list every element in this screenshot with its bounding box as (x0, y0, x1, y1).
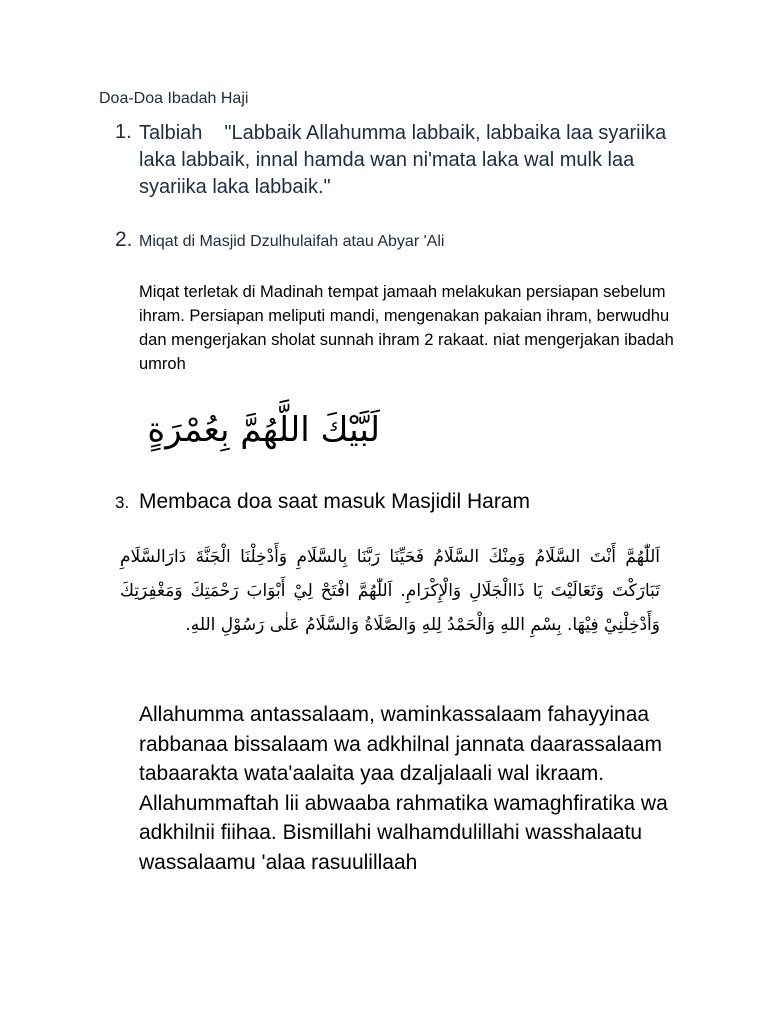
list-number-3: 3. (115, 493, 130, 512)
arabic-doa-text: اَللّٰهُمَّ أَنْتَ السَّلَامُ وَمِنْكَ السَّلَامُ فَحَيِّنَا رَبَّنَا بِالسَّلَامِ وَأَدْخِلْنَا الْجَنَّةَ دَارَالسَّلَامِ تَبَارَكْتَ وَتَعَالَيْتَ يَا ذَاالْجَلَالِ وَالْإِكْرَامِ. اَللّٰهُمَّ افْتَحْ لِيْ أَبْوَابَ رَحْمَتِكَ وَمَغْفِرَتِكَ وَأَدْخِلْنِيْ فِيْهَا. بِسْمِ اللهِ وَالْحَمْدُ لِلهِ وَالصَّلَاةُ وَالسَّلَامُ عَلٰى رَسُوْلِ اللهِ. (120, 547, 660, 635)
latin-doa-text: Allahumma antassalaam, waminkassalaam fahayyinaa rabbanaa bissalaam wa adkhilnal jannata daarassalaam tabaarakta wata'aalaita yaa dzaljalaali wal ikraam. Allahummaftah lii abwaaba rahmatika wamaghfiratika wa adkhilnii fiihaa. Bismillahi walhamdulillahi wasshalaatu wassalaamu 'alaa rasuulillaah (139, 703, 668, 874)
arabic-umrah-niat: لَبَّيْكَ اللَّهُمَّ بِعُمْرَةٍ (147, 410, 380, 450)
list-number-2: 2. (115, 228, 133, 251)
talbiah-paragraph (139, 120, 699, 201)
miqat-title: Miqat di Masjid Dzulhulaifah atau Abyar 'Ali (139, 233, 445, 250)
document-title: Doa-Doa Ibadah Haji (99, 90, 249, 107)
talbiah-text: "Labbaik Allahumma labbaik, labbaika laa syariika laka labbaik, innal hamda wan ni'mata laka wal mulk laa syariika laka labbaik." (139, 122, 667, 198)
talbiah-label: Talbiah (139, 122, 203, 144)
doa-masjidil-haram-title: Membaca doa saat masuk Masjidil Haram (139, 490, 530, 513)
list-number-1: 1. (115, 121, 132, 143)
miqat-body: Miqat terletak di Madinah tempat jamaah melakukan persiapan sebelum ihram. Persiapan meliputi mandi, mengenakan pakaian ihram, berwudhu dan mengerjakan sholat sunnah ihram 2 rakaat. niat mengerjakan ibadah umroh (139, 283, 674, 373)
